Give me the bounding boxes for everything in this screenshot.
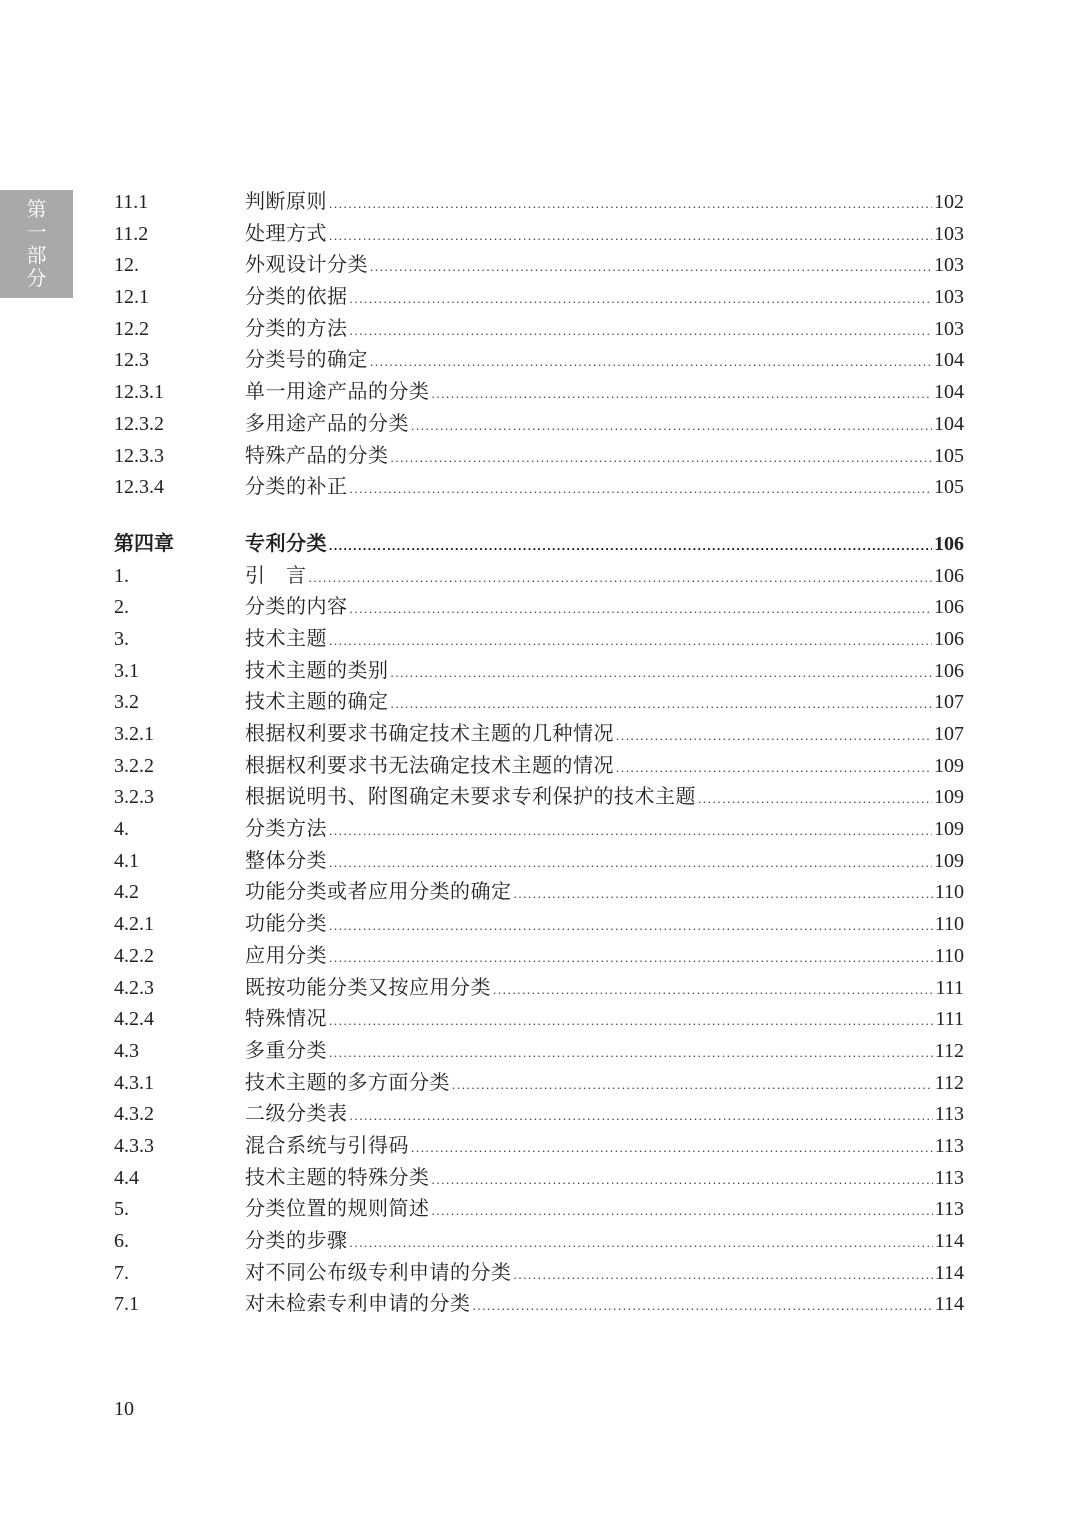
toc-entry-number: 4.1 [114,849,139,872]
toc-entry-number: 11.1 [114,191,149,213]
toc-entry-title: 根据权利要求书无法确定技术主题的情况 [245,752,614,777]
toc-entry-title: 判断原则 [245,189,327,213]
toc-entry-title: 多重分类 [245,1037,327,1062]
dot-leader [432,1164,933,1196]
toc-entry-title: 混合系统与引得码 [245,1132,409,1157]
toc-entry-title: 引 言 [245,562,307,587]
toc-chapter-row[interactable] [114,528,964,560]
dot-leader [329,625,932,657]
toc-entry-title: 分类的依据 [245,284,348,309]
toc-entry-page: 109 [934,786,964,809]
dot-leader [350,315,933,347]
dot-leader [329,1037,933,1069]
toc-entry-number: 12.3.2 [114,412,164,435]
toc-entry-number: 7.1 [114,1293,139,1316]
toc-entry-title: 既按功能分类又按应用分类 [245,974,491,999]
part-side-tab [0,190,73,298]
toc-entry-page: 103 [934,222,964,245]
toc-entry-page: 106 [934,596,964,619]
section-gap [114,503,964,528]
toc-row[interactable] [114,344,964,376]
toc-entry-number: 4.2.3 [114,976,154,999]
dot-leader [350,283,933,315]
toc-row[interactable] [114,1003,964,1035]
toc-entry-page: 114 [934,1230,964,1252]
toc-row[interactable] [114,1130,964,1162]
toc-row[interactable] [114,1067,964,1099]
toc-section-1 [114,186,964,503]
toc-row[interactable] [114,781,964,813]
toc-entry-title: 分类位置的规则简述 [245,1196,430,1221]
toc-row[interactable] [114,686,964,718]
toc-row[interactable] [114,972,964,1004]
toc-row[interactable] [114,1098,964,1130]
chapter-title: 专利分类 [245,530,327,555]
toc-entry-page: 114 [934,1293,964,1316]
toc-entry-page: 103 [934,254,964,277]
toc-entry-title: 对不同公布级专利申请的分类 [245,1259,512,1284]
toc-entry-number: 3.1 [114,659,139,682]
dot-leader [698,783,932,815]
dot-leader [329,1005,933,1037]
dot-leader [432,1195,933,1227]
toc-row[interactable] [114,313,964,345]
toc-entry-page: 103 [934,286,964,309]
toc-entry-title: 技术主题的类别 [245,657,389,682]
toc-entry-number: 4.2.2 [114,944,154,967]
toc-entry-page: 102 [934,191,964,213]
toc-entry-page: 109 [934,849,964,872]
toc-entry-page: 104 [934,412,964,435]
toc-row[interactable] [114,440,964,472]
toc-entry-title: 根据说明书、附图确定未要求专利保护的技术主题 [245,784,696,809]
dot-leader [514,1259,933,1291]
toc-entry-page: 109 [934,818,964,841]
toc-entry-title: 技术主题的多方面分类 [245,1069,450,1094]
toc-entry-number: 4.3.1 [114,1071,154,1094]
toc-entry-title: 特殊产品的分类 [245,442,389,467]
toc-entry-number: 4.2.1 [114,913,154,936]
toc-entry-title: 技术主题的特殊分类 [245,1164,430,1189]
dot-leader [473,1290,933,1322]
toc-entry-title: 应用分类 [245,942,327,967]
toc-entry-page: 106 [934,659,964,682]
toc-entry-number: 3.2 [114,691,139,714]
toc-entry-title: 分类的内容 [245,594,348,619]
dot-leader [452,1069,933,1101]
toc-entry-title: 处理方式 [245,220,327,245]
toc-entry-number: 12.2 [114,317,149,340]
dot-leader [391,688,933,720]
toc-row[interactable] [114,750,964,782]
dot-leader [370,346,932,378]
toc-entry-number: 3.2.3 [114,786,154,809]
toc-entry-page: 113 [934,1103,964,1126]
side-tab-char: 一 [26,220,47,244]
toc-row[interactable] [114,408,964,440]
toc-row[interactable] [114,1225,964,1257]
toc-entry-page: 112 [934,1071,964,1094]
page-number: 10 [114,1398,134,1420]
side-tab-char: 第 [26,197,47,221]
toc-entry-number: 11.2 [114,222,149,245]
dot-leader [350,1227,933,1259]
toc-entry-number: 4.4 [114,1166,139,1189]
toc-entry-page: 105 [934,476,964,499]
toc-entry-page: 110 [934,881,964,904]
dot-leader [411,410,932,442]
dot-leader [329,188,932,220]
dot-leader [329,815,932,847]
toc-entry-title: 外观设计分类 [245,252,368,277]
toc-row[interactable] [114,1162,964,1194]
toc-entry-number: 12.3.1 [114,381,164,404]
dot-leader [329,530,932,562]
chapter-number: 第四章 [114,532,174,555]
toc-section-2 [114,560,964,1321]
toc-entry-title: 整体分类 [245,847,327,872]
toc-row[interactable] [114,281,964,313]
toc-row[interactable] [114,940,964,972]
toc-entry-number: 12.3.4 [114,476,164,499]
toc-row[interactable] [114,908,964,940]
toc-entry-title: 分类的补正 [245,474,348,499]
toc-entry-title: 根据权利要求书确定技术主题的几种情况 [245,721,614,745]
toc-entry-title: 分类的步骤 [245,1228,348,1252]
toc-entry-title: 功能分类或者应用分类的确定 [245,879,512,904]
toc-row[interactable] [114,1257,964,1289]
toc-row[interactable] [114,376,964,408]
toc-entry-number: 12. [114,254,139,277]
toc-entry-number: 6. [114,1230,129,1252]
toc-entry-number: 12.3 [114,349,149,372]
toc-entry-page: 107 [934,691,964,714]
toc-entry-page: 111 [935,1008,964,1031]
toc-row[interactable] [114,1288,964,1320]
toc-row[interactable] [114,655,964,687]
toc-row[interactable] [114,1193,964,1225]
toc-row[interactable] [114,186,964,218]
toc-row[interactable] [114,845,964,877]
dot-leader [514,878,933,910]
dot-leader [616,752,932,784]
toc-entry-number: 3. [114,627,129,650]
dot-leader [329,910,933,942]
toc-row[interactable] [114,718,964,750]
toc-entry-title: 功能分类 [245,911,327,936]
toc-row[interactable] [114,623,964,655]
dot-leader [329,847,932,879]
dot-leader [350,593,933,625]
dot-leader [411,1132,933,1164]
toc-entry-number: 2. [114,596,129,619]
side-tab-char: 部 [26,243,47,267]
dot-leader [391,657,933,689]
toc-row[interactable] [114,560,964,592]
toc-entry-number: 4.3.3 [114,1134,154,1157]
toc-entry-number: 12.1 [114,286,149,309]
toc-entry-number: 3.2.2 [114,754,154,777]
toc-entry-number: 7. [114,1261,129,1284]
toc-row[interactable] [114,591,964,623]
dot-leader [616,720,932,752]
toc-entry-page: 105 [934,444,964,467]
toc-entry-page: 113 [934,1198,964,1221]
table-of-contents [114,186,964,1320]
dot-leader [350,1100,933,1132]
toc-entry-title: 分类号的确定 [245,347,368,372]
toc-entry-title: 单一用途产品的分类 [245,379,430,404]
toc-entry-number: 4.2.4 [114,1008,154,1031]
dot-leader [329,220,932,252]
toc-row[interactable] [114,218,964,250]
toc-entry-number: 4.2 [114,881,139,904]
toc-entry-page: 104 [934,349,964,372]
dot-leader [391,442,933,474]
toc-entry-number: 3.2.1 [114,723,154,745]
toc-row[interactable] [114,813,964,845]
toc-entry-page: 112 [934,1039,964,1062]
toc-entry-page: 110 [934,913,964,936]
dot-leader [432,378,933,410]
toc-entry-page: 104 [934,381,964,404]
toc-entry-title: 分类的方法 [245,315,348,340]
toc-entry-title: 技术主题的确定 [245,689,389,714]
toc-entry-title: 分类方法 [245,816,327,841]
dot-leader [493,974,933,1006]
toc-entry-title: 技术主题 [245,625,327,650]
toc-entry-number: 4.3.2 [114,1103,154,1126]
toc-entry-page: 109 [934,754,964,777]
toc-entry-page: 103 [934,317,964,340]
dot-leader [370,251,932,283]
toc-row[interactable] [114,876,964,908]
dot-leader [309,562,933,594]
toc-entry-page: 113 [934,1134,964,1157]
toc-entry-page: 110 [934,944,964,967]
toc-entry-number: 4. [114,818,129,841]
toc-entry-title: 二级分类表 [245,1101,348,1126]
toc-row[interactable] [114,1035,964,1067]
toc-row[interactable] [114,249,964,281]
toc-entry-page: 113 [934,1166,964,1189]
toc-entry-page: 114 [934,1261,964,1284]
toc-entry-title: 特殊情况 [245,1006,327,1031]
toc-entry-page: 106 [934,564,964,587]
toc-entry-number: 5. [114,1198,129,1221]
toc-entry-title: 多用途产品的分类 [245,410,409,435]
toc-entry-number: 12.3.3 [114,444,164,467]
dot-leader [329,942,933,974]
toc-entry-title: 对未检索专利申请的分类 [245,1291,471,1316]
toc-entry-number: 4.3 [114,1039,139,1062]
side-tab-char: 分 [26,266,47,290]
toc-entry-page: 106 [934,627,964,650]
toc-entry-page: 107 [934,723,964,745]
dot-leader [350,473,933,505]
toc-entry-page: 111 [935,976,964,999]
toc-entry-number: 1. [114,564,129,587]
toc-row[interactable] [114,471,964,503]
chapter-page: 106 [934,532,964,555]
